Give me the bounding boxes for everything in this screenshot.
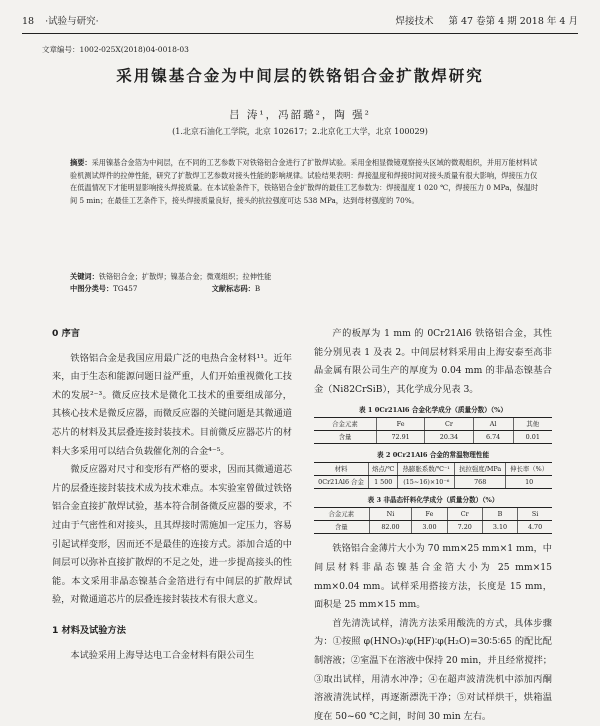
table-3-cell: 82.00 (369, 521, 412, 534)
left-column (52, 325, 292, 665)
cleaning-paragraph: 首先清洗试样，清洗方法采用酸洗的方式，具体步骤为：①按照 φ(HNO₃)∶φ(HF)∶φ(H₂O)=30∶5∶65 的配比配制溶液；②室温下在溶液中保持 20 min，并且经常搅拌；③取出试样，用清水冲净；④在超声波清洗机中添加丙酮溶液清洗试样，再逐渐漂洗干净；⑤对试样烘干，烘箱温度在 50~60 ℃之间，时间 30 min 左右。 (314, 617, 552, 722)
table-2-header: 熔点/℃ (369, 463, 398, 476)
table-2-header: 伸长率（%） (506, 463, 552, 476)
table-1-cell: 6.74 (473, 431, 513, 444)
section-1-heading: 1 材料及试验方法 (52, 624, 126, 636)
table-2-caption: 表 2 0Cr21Al6 合金的常温物理性能 (376, 451, 490, 460)
table-3-cell: 含量 (314, 521, 369, 534)
journal-issue: 第 47 卷第 4 期 2018 年 4 月 (448, 16, 578, 27)
clc-label: 中图分类号： (70, 284, 114, 293)
table-1-header: Cr (425, 418, 473, 431)
table-1-header: Fe (376, 418, 424, 431)
table-1 (314, 417, 552, 444)
running-header (22, 14, 578, 30)
keywords-text: 铁铬铝合金；扩散焊；镍基合金；微观组织；拉伸性能 (98, 272, 272, 281)
section-1-paragraph: 本试验采用上海导达电工合金材料有限公司生 (70, 649, 255, 661)
column-name: ·试验与研究· (45, 16, 99, 27)
table-3-caption: 表 3 非晶态钎料化学成分（质量分数）（%） (367, 496, 499, 505)
table-1-cell: 0.01 (513, 431, 552, 444)
table-1-cell: 20.34 (425, 431, 473, 444)
author-list: 吕 涛¹，冯韶璐²，陶 强² (229, 109, 371, 121)
table-2-header: 材料 (314, 463, 369, 476)
table-3-header: Fe (412, 508, 447, 521)
affiliation: (1.北京石油化工学院，北京 102617；2.北京化工大学，北京 100029) (172, 127, 428, 136)
table-2-cell: 0Cr21Al6 合金 (314, 476, 369, 489)
table-1-header: Al (473, 418, 513, 431)
table-1-caption: 表 1 0Cr21Al6 合金化学成分（质量分数）（%） (358, 406, 508, 415)
intro-heading: 0 序言 (52, 328, 80, 339)
table-2-cell: 1 500 (369, 476, 398, 489)
table-3-header: Si (518, 508, 552, 521)
table-3-cell: 7.20 (447, 521, 482, 534)
abstract-text: 采用镍基合金箔为中间层，在不同的工艺参数下对铁铬铝合金进行了扩散焊试验。采用金相显微镜观察接头区域的微观组织，并用万能材料试验机测试焊件的拉伸性能，研究了扩散焊工艺参数对接头性能的影响规律。试验结果表明：焊接温度和焊接时间对接头质量有很大影响，焊接压力仅在低温情况下才能明显影响接头焊接质量。在本试验条件下，铁铬铝合金扩散焊的最佳工艺参数为：焊接温度 1 020 ℃，焊接压力 0 MPa，保温时间 5 min；在最佳工艺条件下，接头焊接质量良好，接头的抗拉强度可达 538 MPa，达到母材强度的 70%。 (70, 158, 539, 205)
article-number: 文章编号：1002-025X(2018)04-0018-03 (42, 45, 189, 54)
header-rule (22, 33, 578, 34)
table-3-header: Cr (447, 508, 482, 521)
doc-code: B (254, 284, 261, 293)
table-1-header: 合金元素 (314, 418, 376, 431)
table-2-cell: (15~16)×10⁻⁶ (398, 476, 455, 489)
keywords-label: 关键词： (70, 272, 99, 281)
journal-name: 焊接技术 (395, 16, 434, 27)
table-3-cell: 4.70 (518, 521, 552, 534)
abstract-label: 摘要： (70, 158, 92, 167)
intro-paragraph-2: 微反应器对尺寸和变形有严格的要求，因而其微通道芯片的层叠连接封装技术成为技术难点。本实验室曾做过铁铬铝合金直接扩散焊试验，基本符合制备微反应器的要求，不过由于气密性和对接头，且其焊接时需施加一定压力，容易引起试样变形，因而还不是最佳的连接方式。添加合适的中间层可以弥补直接扩散焊的不足之处，进一步提高接头的性能。本文采用非晶态镍基合金箔进行有中间层的扩散焊试验，对微通道芯片的层叠连接封装技术有很大意义。 (52, 464, 292, 606)
keywords (70, 271, 542, 283)
table-1-header: 其他 (513, 418, 552, 431)
abstract (70, 157, 542, 207)
paper-title: 采用镍基合金为中间层的铁铬铝合金扩散焊研究 (116, 67, 484, 85)
table-3-header: 合金元素 (314, 508, 369, 521)
table-2-header: 抗拉强度/MPa (455, 463, 506, 476)
page-number: 18 (22, 16, 35, 27)
doc-code-label: 文献标志码： (211, 284, 255, 293)
table-3-header: B (482, 508, 517, 521)
table-1-cell: 72.91 (376, 431, 424, 444)
specimen-paragraph: 铁铬铝合金薄片大小为 70 mm×25 mm×1 mm，中间层材料非晶态镍基合金箔大小为 25 mm×15 mm×0.04 mm。试样采用搭接方法，长度是 15 mm，面积是 25 mm×15 mm。 (314, 543, 552, 611)
intro-paragraph-1: 铁铬铝合金是我国应用最广泛的电热合金材料¹¹。近年来，由于生态和能源问题日益严重，人们开始重视微化工技术的发展²⁻³。微反应技术是微化工技术的重要组成部分，其核心技术是微反应器，而微反应器的关键问题是其微通道芯片的材料及其层叠连接封装技术。目前微反应器芯片的材料大多采用可以结合负载催化剂的合金⁴⁻⁵。 (52, 352, 292, 457)
materials-paragraph: 产的板厚为 1 mm 的 0Cr21Al6 铁铬铝合金，其性能分别见表 1 及表 2。中间层材料采用由上海安泰至高非晶金属有限公司生产的厚度为 0.04 mm 的非晶态镍基合金（Ni82CrSiB），其化学成分见表 3。 (314, 328, 552, 395)
classification (70, 283, 542, 295)
table-3-cell: 3.10 (482, 521, 517, 534)
table-2-header: 热膨胀系数/℃⁻¹ (398, 463, 455, 476)
table-3 (314, 507, 552, 534)
table-2-cell: 10 (506, 476, 552, 489)
right-column (314, 325, 552, 726)
table-1-cell: 含量 (314, 431, 376, 444)
table-2-cell: 768 (455, 476, 506, 489)
clc-code: TG457 (113, 284, 138, 293)
table-2 (314, 462, 552, 489)
table-3-header: Ni (369, 508, 412, 521)
table-3-cell: 3.00 (412, 521, 447, 534)
